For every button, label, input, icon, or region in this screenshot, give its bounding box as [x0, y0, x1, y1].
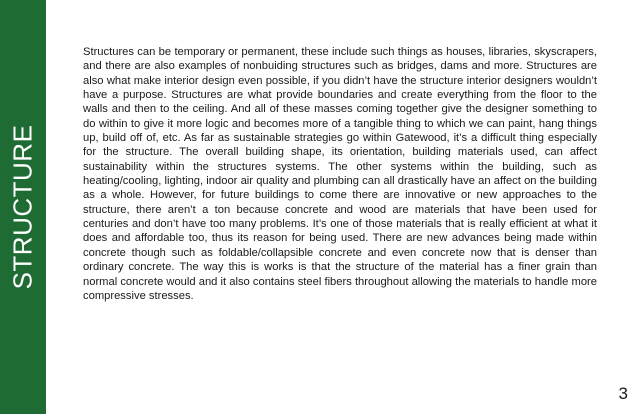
sidebar-band	[0, 0, 47, 414]
body-paragraph: Structures can be temporary or permanent, these include such things as houses, libraries, skyscrapers, and there are also examples of nonbuiding structures such as bridges, dams and more. Structures are also what make interior design even possible, if you didn’t have the structure interior designers wouldn’t have a purpose. Structures are what provide boundaries and create everything from the floor to the walls and then to the ceiling. And all of these masses coming together give the designer something to do within to give it more logic and becomes more of a tangible thing to which we can paint, hang things up, build off of, etc. As far as sustainable strategies go within Gatewood, it’s a difficult thing especially for the structure. The overall building shape, its orientation, building materials used, can affect sustainability within the structures systems. The other systems within the building, such as heating/cooling, lighting, indoor air quality and plumbing can all drastically have an affect on the building as a whole. However, for future buildings to come there are innovative or new approaches to the structure, there aren’t a ton because concrete and wood are materials that have been used for centuries and don’t have too many problems. It’s one of those materials that is really efficient at what it does and affordable too, thus its reason for being used. There are new advances being made within concrete though such as foldable/collapsible concrete and even concrete now that is denser than ordinary concrete. The way this is works is that the structure of the material has a finer grain than normal concrete would and it also contains steel fibers throughout allowing the materials to handle more compressive stresses.	[83, 46, 597, 302]
section-title: STRUCTURE	[7, 124, 38, 290]
page-number: 3	[618, 384, 628, 403]
